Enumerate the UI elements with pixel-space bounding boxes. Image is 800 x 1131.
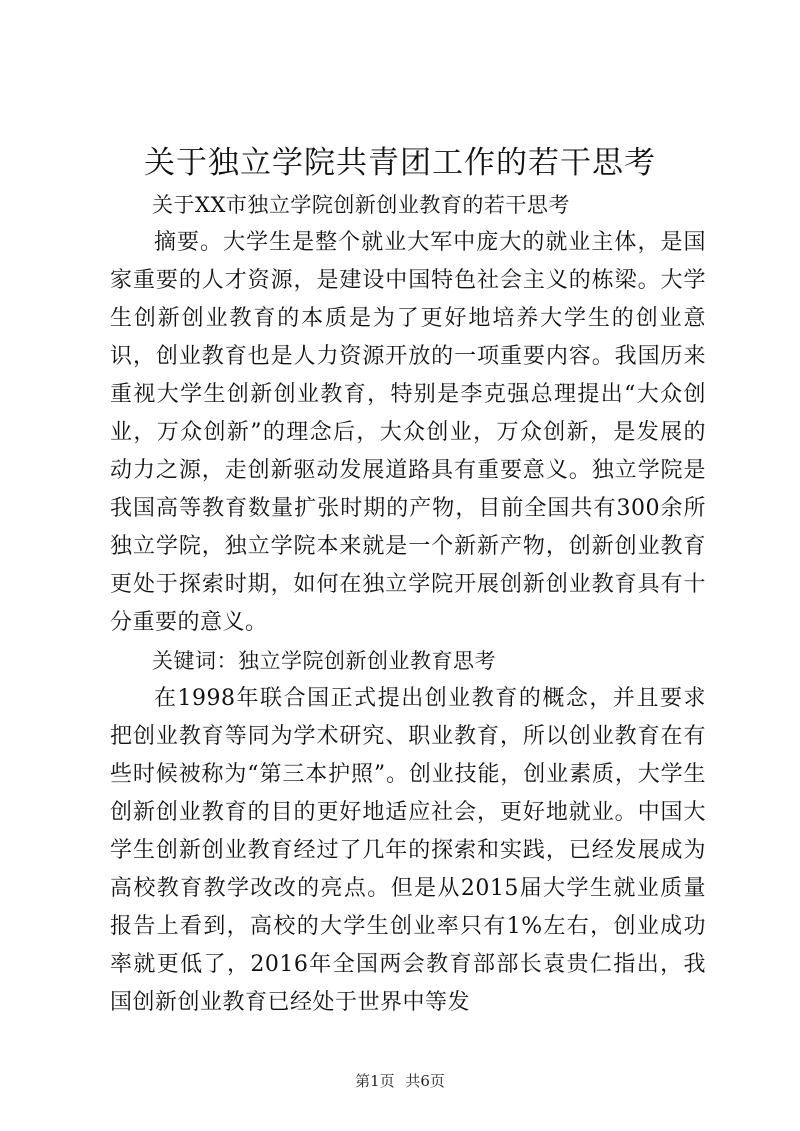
document-body: [110, 186, 706, 1022]
abstract-paragraph: 摘要。大学生是整个就业大军中庞大的就业主体，是国家重要的人才资源，是建设中国特色社会主义的栋梁。大学生创新创业教育的本质是为了更好地培养大学生的创业意识，创业教育也是人力资源开放的一项重要内容。我国历来重视大学生创新创业教育，特别是李克强总理提出“大众创业，万众创新”的理念后，大众创业，万众创新，是发展的动力之源，走创新驱动发展道路具有重要意义。独立学院是我国高等教育数量扩张时期的产物，目前全国共有300余所独立学院，独立学院本来就是一个新新产物，创新创业教育更处于探索时期，如何在独立学院开展创新创业教育具有十分重要的意义。: [110, 230, 706, 635]
page-total: 共6页: [405, 1072, 445, 1090]
document-title: 关于独立学院共青团工作的若干思考: [144, 145, 656, 181]
keywords-paragraph: 关键词：独立学院创新创业教育思考: [152, 649, 496, 673]
body-paragraph: 在1998年联合国正式提出创业教育的概念，并且要求把创业教育等同为学术研究、职业教育，所以创业教育在有些时候被称为“第三本护照”。创业技能，创业素质，大学生创新创业教育的目的更好地适应社会，更好地就业。中国大学生创新创业教育经过了几年的探索和实践，已经发展成为高校教育教学改改的亮点。但是从2015届大学生就业质量报告上看到，高校的大学生创业率只有1%左右，创业成功率就更低了，2016年全国两会教育部部长袁贵仁指出，我国创新创业教育已经处于世界中等发: [110, 686, 706, 1015]
page-number: 第1页: [355, 1072, 395, 1090]
page-footer: [0, 1071, 800, 1091]
subtitle-paragraph: 关于XX市独立学院创新创业教育的若干思考: [152, 193, 570, 217]
